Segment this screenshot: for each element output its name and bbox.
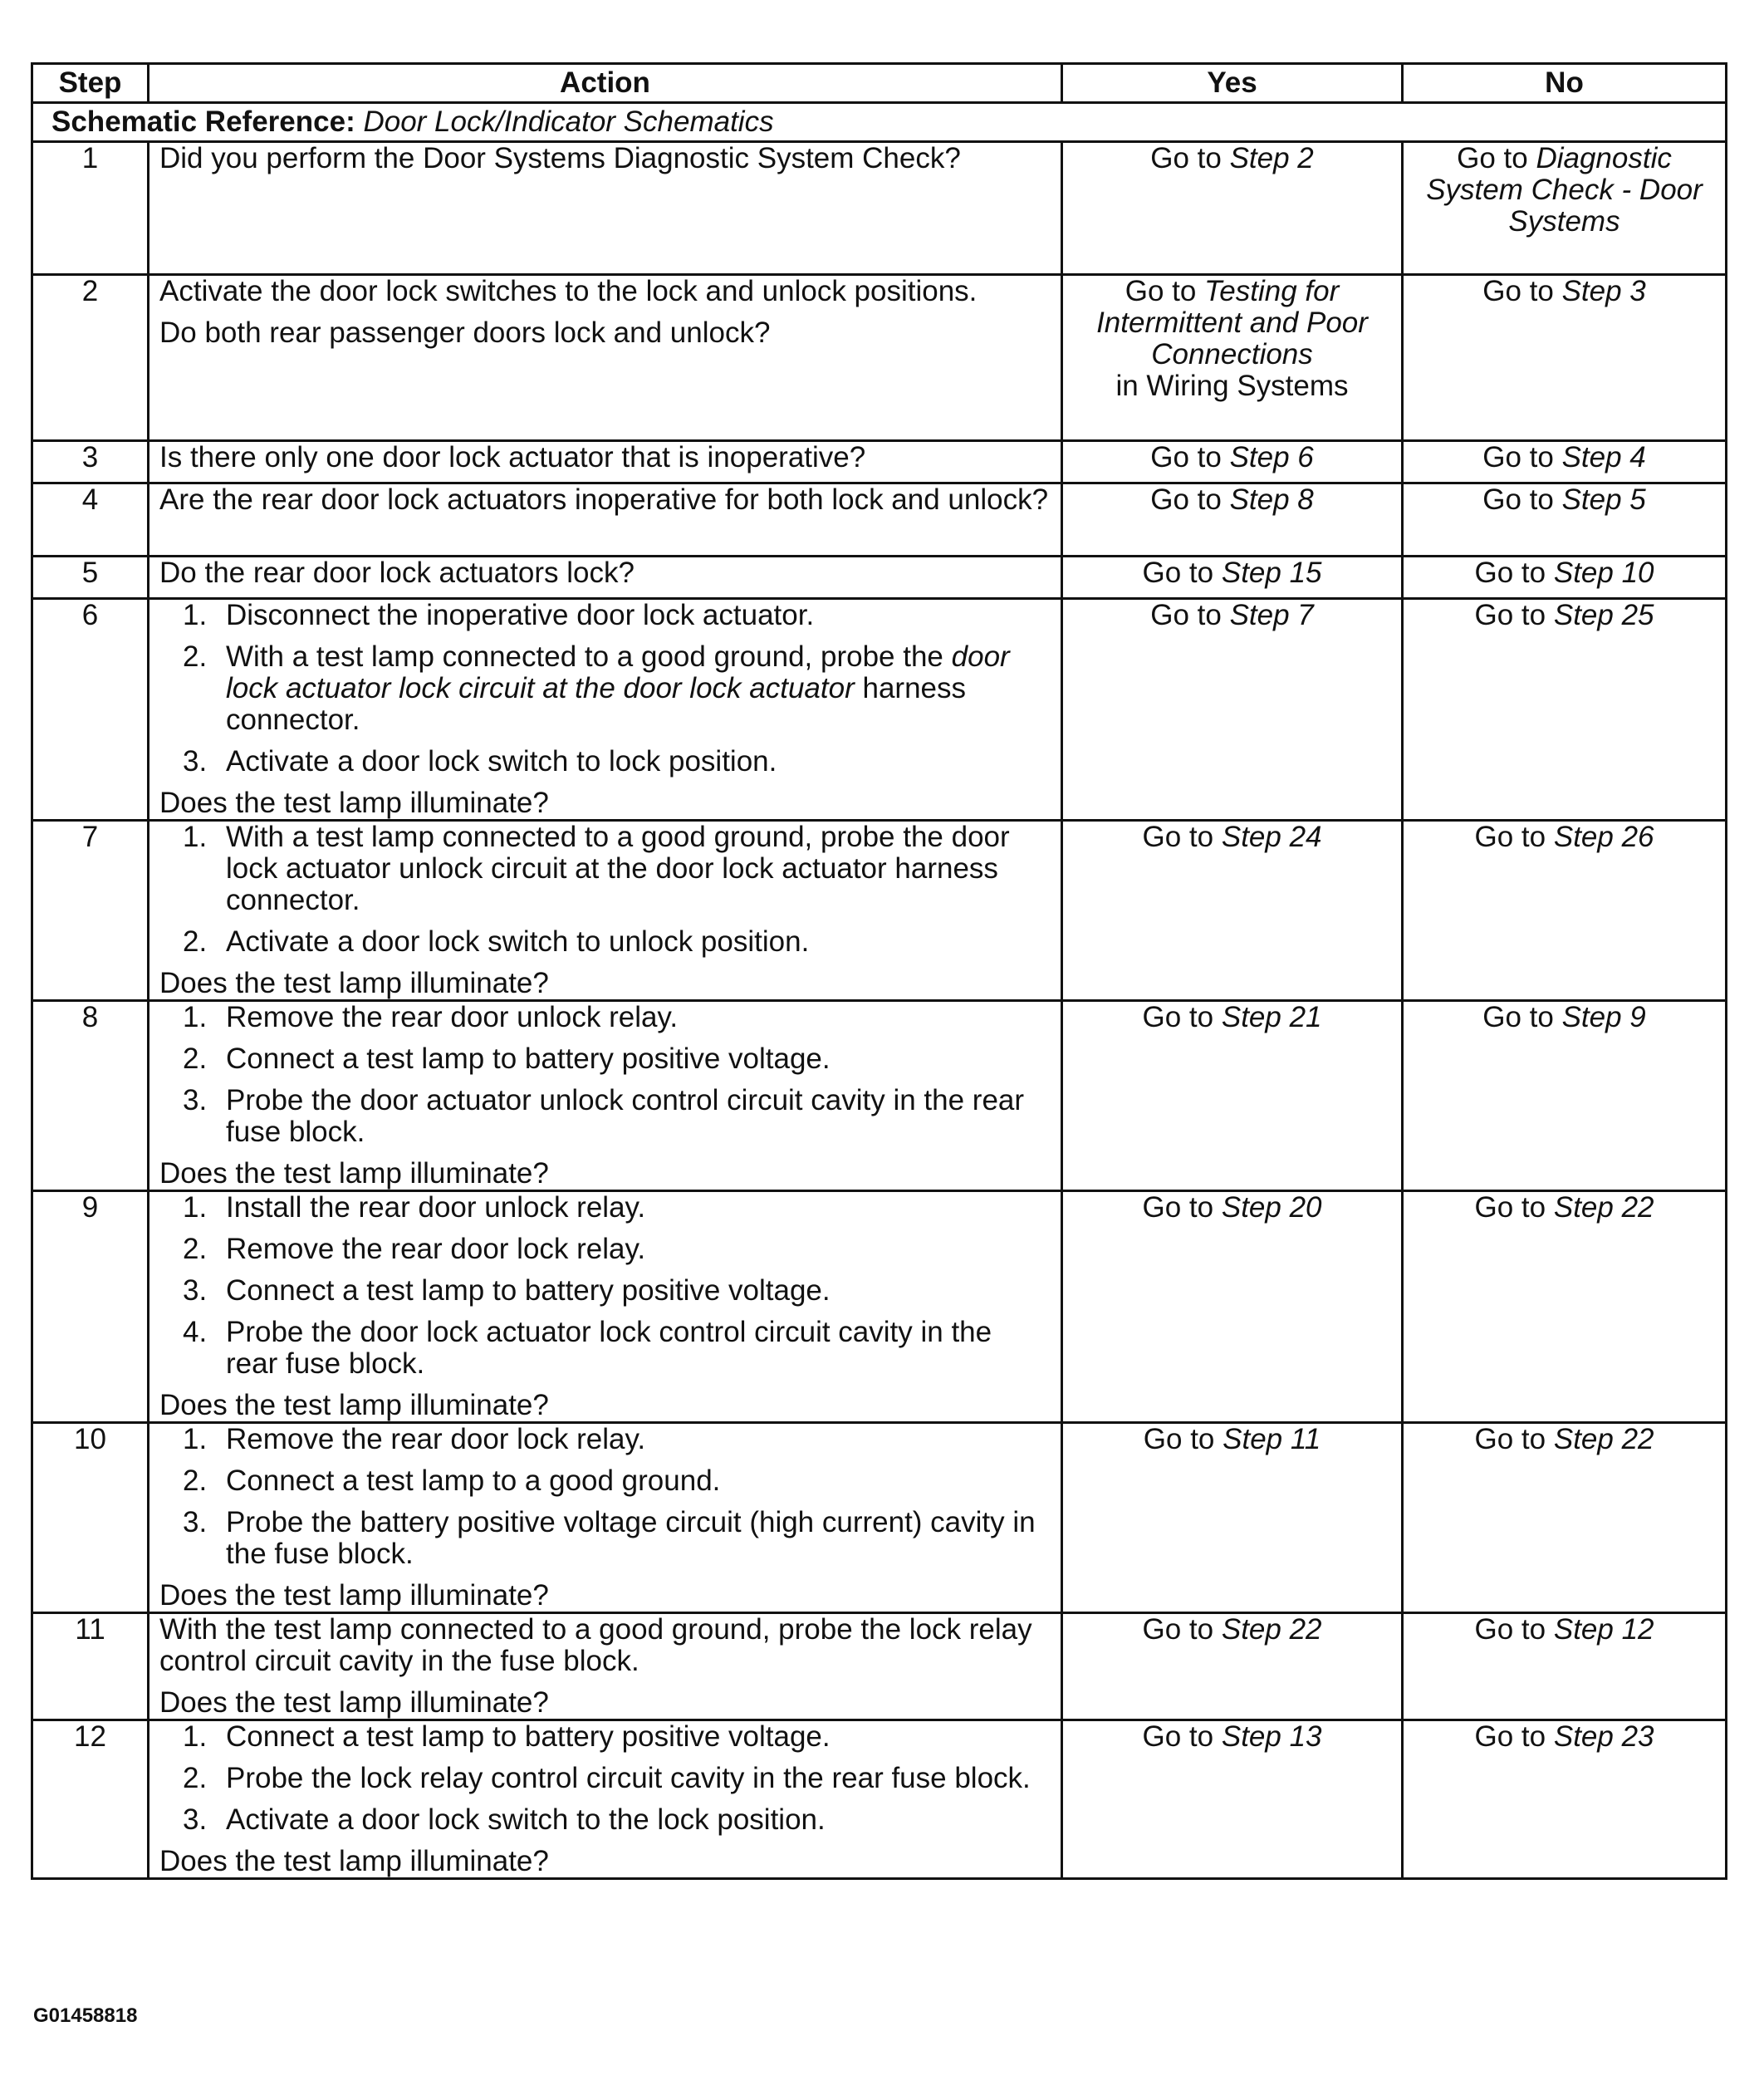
yes-target-link[interactable]: Step 22 — [1221, 1613, 1322, 1646]
yes-target-link[interactable]: Step 11 — [1223, 1423, 1321, 1455]
action-step-text: Activate a door lock switch to lock position. — [226, 745, 777, 778]
action-cell — [149, 1720, 1062, 1879]
action-step-item — [159, 1763, 1051, 1794]
yes-cell — [1062, 142, 1403, 275]
action-step-text: Remove the rear door lock relay. — [226, 1233, 646, 1265]
yes-cell — [1062, 1001, 1403, 1191]
schematic-reference-row — [32, 103, 1727, 142]
action-step-number: 2. — [183, 1043, 208, 1075]
table-row — [32, 1001, 1727, 1191]
no-target-link[interactable]: Step 9 — [1561, 1001, 1646, 1033]
no-target-link[interactable]: Step 12 — [1553, 1613, 1654, 1646]
no-cell — [1403, 1613, 1727, 1720]
yes-target-link[interactable]: Step 20 — [1221, 1191, 1322, 1224]
action-question: Does the test lamp illuminate? — [159, 1157, 549, 1190]
action-step-number: 1. — [183, 1001, 208, 1033]
yes-cell — [1062, 557, 1403, 599]
action-steps — [159, 1424, 1051, 1570]
action-step-text: Probe the door lock actuator lock control circuit cavity in the rear fuse block. — [226, 1316, 992, 1380]
table-row — [32, 1191, 1727, 1423]
action-question: Are the rear door lock actuators inoperative for both lock and unlock? — [159, 483, 1049, 516]
no-cell — [1403, 275, 1727, 441]
step-number: 10 — [32, 1423, 149, 1613]
action-step-text: Install the rear door unlock relay. — [226, 1191, 646, 1224]
step-number: 12 — [32, 1720, 149, 1879]
yes-cell — [1062, 821, 1403, 1001]
schematic-reference-label: Schematic Reference: — [51, 105, 355, 138]
action-step-text: Remove the rear door unlock relay. — [226, 1001, 679, 1033]
go-to-label: Go to — [1482, 441, 1554, 473]
action-step-number: 3. — [183, 1084, 208, 1116]
no-cell — [1403, 1720, 1727, 1879]
action-question: Does the test lamp illuminate? — [159, 1389, 549, 1421]
action-cell — [149, 1613, 1062, 1720]
step-number: 4 — [32, 483, 149, 557]
step-number: 5 — [32, 557, 149, 599]
action-steps — [159, 600, 1051, 778]
yes-cell — [1062, 441, 1403, 483]
no-target-link[interactable]: Step 10 — [1553, 557, 1654, 589]
action-step-item — [159, 1317, 1051, 1380]
go-to-label: Go to — [1482, 1001, 1554, 1033]
no-header: No — [1403, 64, 1727, 103]
action-cell — [149, 599, 1062, 821]
table-row — [32, 599, 1727, 821]
yes-target-link[interactable]: Testing for Intermittent and Poor Connections — [1096, 275, 1368, 370]
go-to-label: Go to — [1474, 1613, 1546, 1646]
table-row — [32, 1720, 1727, 1879]
yes-cell — [1062, 1720, 1403, 1879]
go-to-label: Go to — [1474, 557, 1546, 589]
step-number: 7 — [32, 821, 149, 1001]
step-header: Step — [32, 64, 149, 103]
yes-cell — [1062, 1191, 1403, 1423]
action-step-item — [159, 1804, 1051, 1836]
action-step-number: 1. — [183, 821, 208, 853]
go-to-label: Go to — [1143, 1423, 1215, 1455]
step-number: 9 — [32, 1191, 149, 1423]
action-step-text: Activate a door lock switch to unlock position. — [226, 925, 810, 958]
action-step-number: 2. — [183, 1762, 208, 1794]
action-step-text: Connect a test lamp to battery positive voltage. — [226, 1043, 831, 1075]
table-row — [32, 441, 1727, 483]
action-step-item — [159, 746, 1051, 778]
no-target-link[interactable]: Step 22 — [1553, 1191, 1654, 1224]
step-number: 1 — [32, 142, 149, 275]
action-step-item — [159, 1507, 1051, 1570]
table-row — [32, 557, 1727, 599]
yes-target-link[interactable]: Step 7 — [1229, 599, 1314, 631]
action-step-item — [159, 641, 1051, 736]
action-step-text: Probe the door actuator unlock control circuit cavity in the rear fuse block. — [226, 1084, 1025, 1148]
action-question: Do both rear passenger doors lock and unlock? — [159, 316, 771, 349]
action-header: Action — [149, 64, 1062, 103]
action-cell — [149, 821, 1062, 1001]
action-step-text: Connect a test lamp to a good ground. — [226, 1465, 721, 1497]
action-step-item — [159, 1192, 1051, 1224]
go-to-label: Go to — [1474, 1720, 1546, 1753]
action-step-number: 4. — [183, 1316, 208, 1348]
action-step-text: With a test lamp connected to a good ground, probe the door lock actuator unlock circuit at the door lock actuator harness connector. — [226, 821, 1010, 916]
step-number: 3 — [32, 441, 149, 483]
table-row — [32, 1423, 1727, 1613]
action-steps — [159, 1721, 1051, 1836]
table-row — [32, 275, 1727, 441]
no-cell — [1403, 1423, 1727, 1613]
action-step-number: 3. — [183, 1506, 208, 1538]
no-target-link[interactable]: Step 23 — [1553, 1720, 1654, 1753]
action-step-number: 1. — [183, 1423, 208, 1455]
action-step-text: Disconnect the inoperative door lock actuator. — [226, 599, 815, 631]
step-number: 8 — [32, 1001, 149, 1191]
action-step-text: Probe the lock relay control circuit cavity in the rear fuse block. — [226, 1762, 1031, 1794]
action-step-item — [159, 1424, 1051, 1455]
table-row — [32, 821, 1727, 1001]
action-step-number: 1. — [183, 1720, 208, 1753]
go-to-label: Go to — [1482, 275, 1554, 307]
action-step-item — [159, 600, 1051, 631]
action-question: Does the test lamp illuminate? — [159, 1845, 549, 1877]
action-step-item — [159, 822, 1051, 916]
no-cell — [1403, 142, 1727, 275]
yes-cell — [1062, 275, 1403, 441]
go-to-label: Go to — [1150, 599, 1222, 631]
go-to-label: Go to — [1474, 821, 1546, 853]
action-step-text: Probe the battery positive voltage circuit (high current) cavity in the fuse block. — [226, 1506, 1036, 1570]
action-steps — [159, 1192, 1051, 1380]
yes-cell — [1062, 483, 1403, 557]
action-step-italic-text: door lock actuator lock circuit at the door lock actuator — [226, 640, 1010, 704]
action-step-item — [159, 1002, 1051, 1033]
go-to-label: Go to — [1150, 441, 1222, 473]
no-target-link[interactable]: Step 4 — [1561, 441, 1646, 473]
no-target-link[interactable]: Step 5 — [1561, 483, 1646, 516]
action-step-number: 1. — [183, 1191, 208, 1224]
yes-cell — [1062, 599, 1403, 821]
header-row — [32, 64, 1727, 103]
action-step-item — [159, 1043, 1051, 1075]
go-to-label: Go to — [1474, 1191, 1546, 1224]
action-step-text: Activate a door lock switch to the lock position. — [226, 1803, 826, 1836]
action-step-number: 3. — [183, 1803, 208, 1836]
go-to-label: Go to — [1474, 599, 1546, 631]
action-step-number: 2. — [183, 925, 208, 958]
go-to-label: Go to — [1482, 483, 1554, 516]
table-row — [32, 1613, 1727, 1720]
go-to-label: Go to — [1142, 821, 1214, 853]
go-to-label: Go to — [1474, 1423, 1546, 1455]
go-to-label: Go to — [1125, 275, 1197, 307]
no-target-link[interactable]: Step 25 — [1553, 599, 1654, 631]
go-to-label: Go to — [1142, 557, 1214, 589]
action-question: Does the test lamp illuminate? — [159, 1686, 549, 1719]
table-row — [32, 483, 1727, 557]
yes-target-link[interactable]: Step 24 — [1221, 821, 1322, 853]
schematic-reference — [32, 103, 1727, 142]
action-question: Does the test lamp illuminate? — [159, 787, 549, 819]
no-target-link[interactable]: Step 3 — [1561, 275, 1646, 307]
action-steps — [159, 822, 1051, 958]
action-cell — [149, 1001, 1062, 1191]
no-target-link[interactable]: Diagnostic System Check - Door Systems — [1426, 142, 1703, 238]
schematic-reference-link[interactable]: Door Lock/Indicator Schematics — [363, 105, 774, 138]
go-to-label: Go to — [1142, 1001, 1214, 1033]
yes-header: Yes — [1062, 64, 1403, 103]
no-target-link[interactable]: Step 26 — [1553, 821, 1654, 853]
yes-target-link[interactable]: Step 21 — [1221, 1001, 1322, 1033]
no-cell — [1403, 483, 1727, 557]
yes-target-suffix: in Wiring Systems — [1115, 370, 1349, 402]
action-step-number: 3. — [183, 1274, 208, 1307]
action-step-item — [159, 1275, 1051, 1307]
step-number: 6 — [32, 599, 149, 821]
yes-cell — [1062, 1613, 1403, 1720]
yes-cell — [1062, 1423, 1403, 1613]
action-question: Is there only one door lock actuator that is inoperative? — [159, 441, 866, 473]
action-step-text: Connect a test lamp to battery positive voltage. — [226, 1720, 831, 1753]
action-question: Did you perform the Door Systems Diagnostic System Check? — [159, 142, 961, 174]
action-cell — [149, 483, 1062, 557]
action-step-text: Remove the rear door lock relay. — [226, 1423, 646, 1455]
action-text: With the test lamp connected to a good ground, probe the lock relay control circuit cavity in the fuse block. — [159, 1613, 1032, 1677]
yes-target-link[interactable]: Step 15 — [1221, 557, 1322, 589]
no-cell — [1403, 821, 1727, 1001]
action-cell — [149, 275, 1062, 441]
go-to-label: Go to — [1142, 1720, 1214, 1753]
action-question: Do the rear door lock actuators lock? — [159, 557, 635, 589]
go-to-label: Go to — [1142, 1613, 1214, 1646]
no-cell — [1403, 557, 1727, 599]
action-step-text: With a test lamp connected to a good ground, probe the — [226, 640, 943, 673]
action-text: Activate the door lock switches to the lock and unlock positions. — [159, 275, 978, 307]
step-number: 11 — [32, 1613, 149, 1720]
go-to-label: Go to — [1150, 142, 1222, 174]
action-step-number: 2. — [183, 1233, 208, 1265]
action-steps — [159, 1002, 1051, 1148]
action-step-item — [159, 1234, 1051, 1265]
no-cell — [1403, 599, 1727, 821]
diagnostic-table — [31, 62, 1727, 1880]
action-cell — [149, 557, 1062, 599]
yes-target-link[interactable]: Step 8 — [1229, 483, 1314, 516]
no-cell — [1403, 1191, 1727, 1423]
action-step-number: 2. — [183, 1465, 208, 1497]
action-step-text: Connect a test lamp to battery positive voltage. — [226, 1274, 831, 1307]
action-cell — [149, 1191, 1062, 1423]
action-step-item — [159, 926, 1051, 958]
yes-target-link[interactable]: Step 13 — [1221, 1720, 1322, 1753]
action-step-number: 1. — [183, 599, 208, 631]
go-to-label: Go to — [1142, 1191, 1214, 1224]
action-step-item — [159, 1721, 1051, 1753]
action-step-item — [159, 1465, 1051, 1497]
no-cell — [1403, 441, 1727, 483]
yes-target-link[interactable]: Step 6 — [1229, 441, 1314, 473]
action-step-text: harness connector. — [226, 672, 967, 736]
table-body — [32, 103, 1727, 1879]
action-cell — [149, 441, 1062, 483]
action-question: Does the test lamp illuminate? — [159, 967, 549, 999]
go-to-label: Go to — [1457, 142, 1528, 174]
figure-id: G01458818 — [33, 2004, 138, 2027]
action-step-item — [159, 1085, 1051, 1148]
action-question: Does the test lamp illuminate? — [159, 1579, 549, 1612]
table-row — [32, 142, 1727, 275]
action-cell — [149, 142, 1062, 275]
action-cell — [149, 1423, 1062, 1613]
step-number: 2 — [32, 275, 149, 441]
action-step-number: 2. — [183, 640, 208, 673]
no-cell — [1403, 1001, 1727, 1191]
no-target-link[interactable]: Step 22 — [1553, 1423, 1654, 1455]
action-step-number: 3. — [183, 745, 208, 778]
go-to-label: Go to — [1150, 483, 1222, 516]
yes-target-link[interactable]: Step 2 — [1229, 142, 1314, 174]
